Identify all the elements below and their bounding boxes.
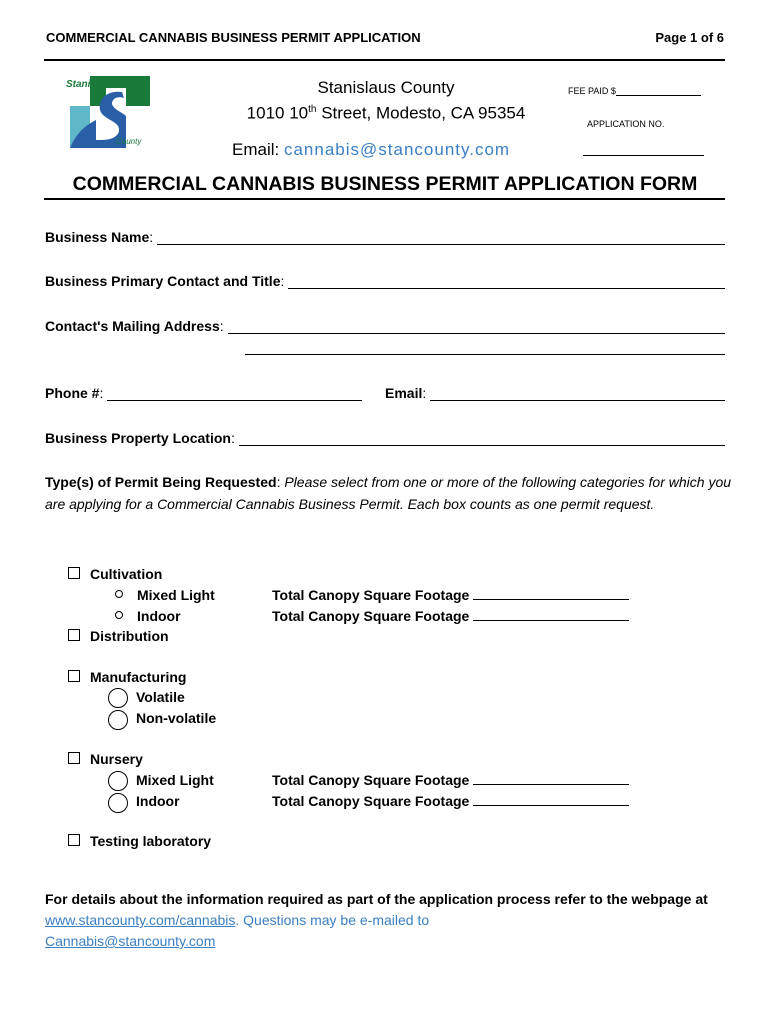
email-field: Email : xyxy=(385,385,725,401)
bullet-icon xyxy=(115,611,123,619)
page-number: Page 1 of 6 xyxy=(655,30,724,45)
bullet-icon xyxy=(115,590,123,598)
logo-top-text: Stanislaus xyxy=(66,79,117,90)
fee-paid: FEE PAID $ xyxy=(568,86,701,96)
distribution-checkbox[interactable] xyxy=(68,629,80,641)
cultivation-checkbox[interactable] xyxy=(68,567,80,579)
footer-note: For details about the information required as part of the application process refer to the webpage at www.stancounty.com/cannabis. Questions may be e-mailed to Cannabis@stancounty.com xyxy=(45,891,708,949)
cultivation-indoor: Indoor xyxy=(115,608,181,624)
mailing-address-field: Contact's Mailing Address : xyxy=(45,318,725,334)
testing-laboratory-checkbox[interactable] xyxy=(68,834,80,846)
primary-contact-field: Business Primary Contact and Title : xyxy=(45,273,725,289)
fee-paid-line[interactable] xyxy=(616,86,701,96)
cannabis-email-link[interactable]: Cannabis@stancounty.com xyxy=(45,933,216,949)
sqft-input[interactable] xyxy=(473,587,629,600)
county-name: Stanislaus County xyxy=(317,78,455,97)
cultivation-mixed-light: Mixed Light xyxy=(115,587,215,603)
title-rule xyxy=(44,198,725,200)
running-header-title: COMMERCIAL CANNABIS BUSINESS PERMIT APPLICATION xyxy=(46,30,421,45)
county-address-block xyxy=(235,77,537,125)
volatile-label: Volatile xyxy=(136,689,185,705)
property-location-input[interactable] xyxy=(239,431,725,446)
county-email-link[interactable]: cannabis@stancounty.com xyxy=(283,140,511,159)
business-name-field: Business Name : xyxy=(45,229,725,245)
business-name-input[interactable] xyxy=(157,230,725,245)
mailing-address-input[interactable] xyxy=(228,319,725,334)
non-volatile-radio[interactable] xyxy=(108,710,128,730)
testing-laboratory-option[interactable]: Testing laboratory xyxy=(68,833,211,849)
cultivation-indoor-sqft: Total Canopy Square Footage xyxy=(272,608,629,624)
nursery-indoor-radio[interactable] xyxy=(108,793,128,813)
logo-bottom-text: County xyxy=(116,137,142,146)
phone-input[interactable] xyxy=(107,386,362,401)
phone-field: Phone # : xyxy=(45,385,362,401)
cultivation-option[interactable]: Cultivation xyxy=(68,566,162,582)
nursery-indoor-label: Indoor xyxy=(136,793,180,809)
nursery-indoor-sqft: Total Canopy Square Footage xyxy=(272,793,629,809)
form-title: COMMERCIAL CANNABIS BUSINESS PERMIT APPLICATION FORM xyxy=(72,173,698,195)
cultivation-mixed-light-sqft: Total Canopy Square Footage xyxy=(272,587,629,603)
manufacturing-option[interactable]: Manufacturing xyxy=(68,669,186,685)
property-location-field: Business Property Location : xyxy=(45,430,725,446)
application-no-line[interactable] xyxy=(583,155,704,156)
nursery-checkbox[interactable] xyxy=(68,752,80,764)
sqft-input[interactable] xyxy=(473,793,629,806)
cannabis-webpage-link[interactable]: www.stancounty.com/cannabis xyxy=(45,912,236,928)
nursery-option[interactable]: Nursery xyxy=(68,751,143,767)
email-input[interactable] xyxy=(430,386,725,401)
sqft-input[interactable] xyxy=(473,608,629,621)
sqft-input[interactable] xyxy=(473,772,629,785)
application-no-label: APPLICATION NO. xyxy=(587,119,665,129)
mailing-address-input-2[interactable] xyxy=(245,354,725,355)
county-email-line: Email: cannabis@stancounty.com xyxy=(232,140,511,159)
stanislaus-county-logo xyxy=(66,76,150,148)
header-rule xyxy=(44,59,725,61)
volatile-radio[interactable] xyxy=(108,688,128,708)
distribution-option[interactable]: Distribution xyxy=(68,628,169,644)
nursery-mixed-light-label: Mixed Light xyxy=(136,772,214,788)
county-address: 1010 10th Street, Modesto, CA 95354 xyxy=(246,103,526,123)
primary-contact-input[interactable] xyxy=(288,274,725,289)
permit-type-instructions: Type(s) of Permit Being Requested: Please select from one or more of the following categories for which you are applying for a Commercial Cannabis Business Permit. Each box counts as one permit request. xyxy=(45,474,732,512)
manufacturing-checkbox[interactable] xyxy=(68,670,80,682)
non-volatile-label: Non-volatile xyxy=(136,710,217,726)
nursery-mixed-light-sqft: Total Canopy Square Footage xyxy=(272,772,629,788)
nursery-mixed-light-radio[interactable] xyxy=(108,771,128,791)
